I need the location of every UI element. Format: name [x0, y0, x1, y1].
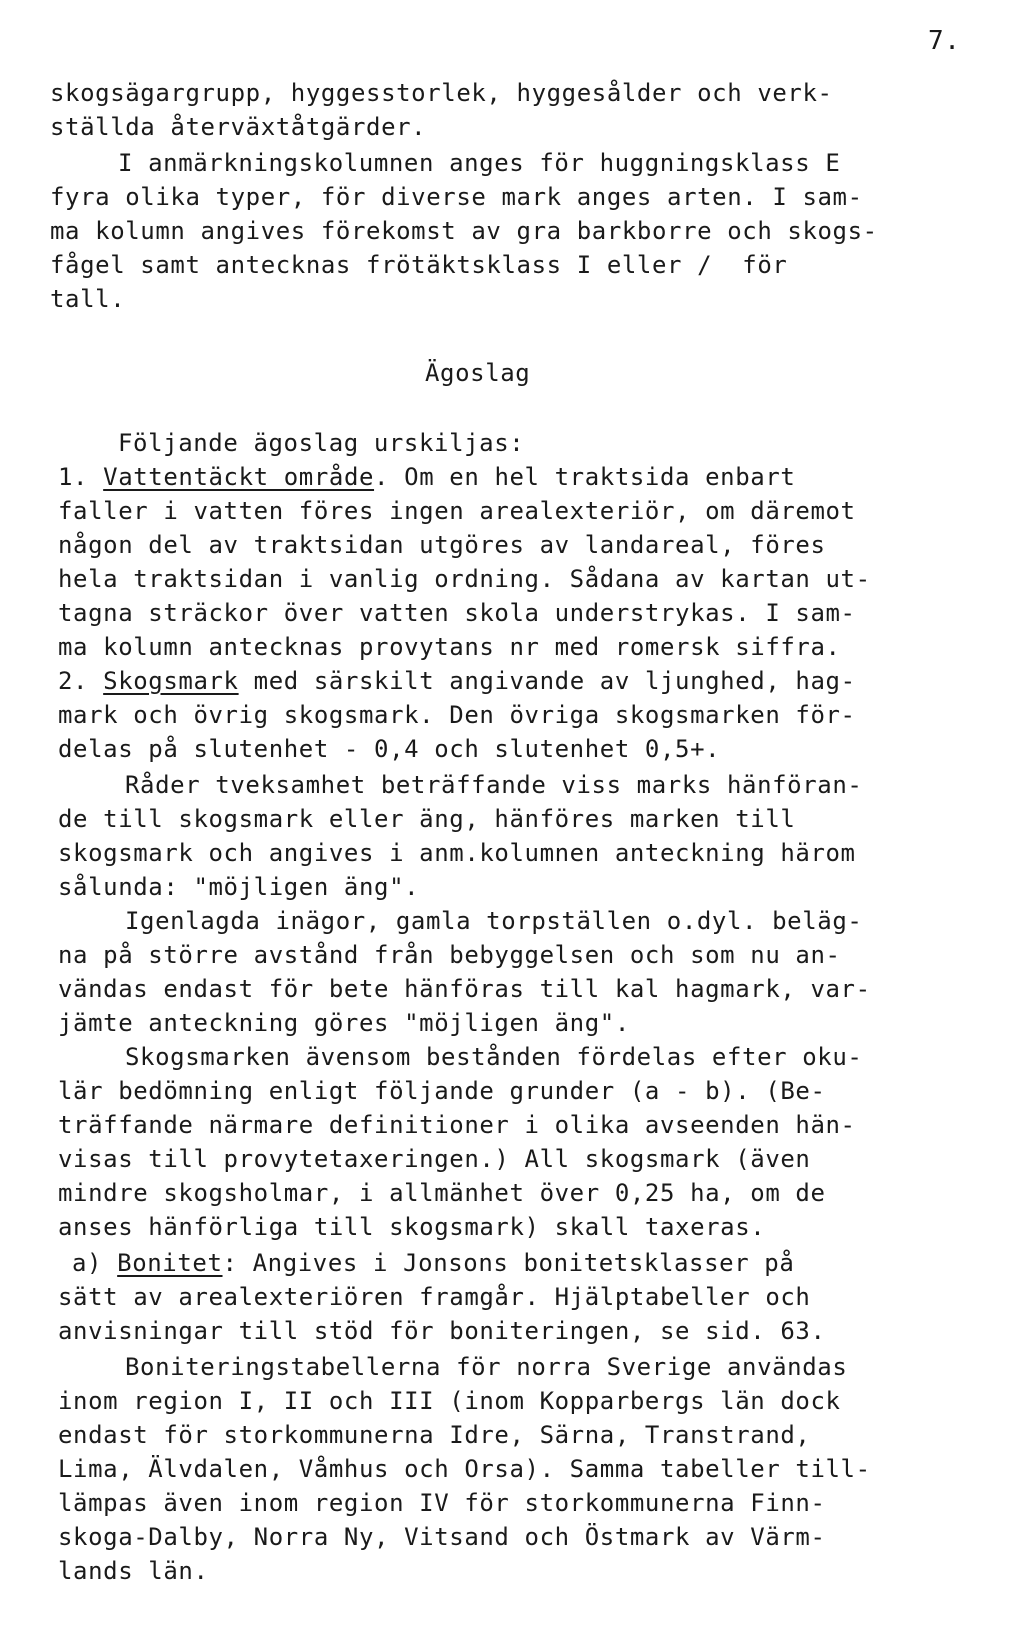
text-run: med särskilt angivande av ljunghed, hag-: [238, 667, 856, 695]
underlined-term: Bonitet: [117, 1249, 223, 1277]
text-line: [118, 426, 524, 460]
text-run: lands län.: [58, 1557, 209, 1585]
text-run: ma kolumn antecknas provytans nr med romersk siffra.: [58, 633, 841, 661]
text-run: Följande ägoslag urskiljas:: [118, 429, 525, 457]
text-run: fågel samt antecknas frötäktsklass I eller / för: [50, 251, 788, 279]
text-run: fyra olika typer, för diverse mark anges arten. I sam-: [50, 183, 863, 211]
text-line: [58, 1108, 856, 1142]
text-run: Lima, Älvdalen, Våmhus och Orsa). Samma tabeller till-: [58, 1455, 871, 1483]
text-line: [58, 698, 856, 732]
text-run: ma kolumn angives förekomst av gra barkborre och skogs-: [50, 217, 878, 245]
text-run: delas på slutenhet - 0,4 och slutenhet 0,5+.: [58, 735, 721, 763]
text-line: [58, 802, 795, 836]
text-run: lär bedömning enligt följande grunder (a - b). (Be-: [58, 1077, 826, 1105]
text-line: [50, 180, 863, 214]
text-line: [58, 1554, 209, 1588]
text-line: [58, 1520, 826, 1554]
text-line: [58, 1176, 826, 1210]
text-line: [58, 596, 856, 630]
text-run: : Angives i Jonsons bonitetsklasser på: [222, 1249, 795, 1277]
text-run: I anmärkningskolumnen anges för huggningsklass E: [118, 149, 841, 177]
text-line: [50, 110, 426, 144]
text-line: [58, 494, 856, 528]
text-run: mark och övrig skogsmark. Den övriga skogsmarken för-: [58, 701, 856, 729]
text-run: sätt av arealexteriören framgår. Hjälptabeller och: [58, 1283, 811, 1311]
text-line: [50, 214, 878, 248]
text-run: skogsägargrupp, hyggesstorlek, hyggesålder och verk-: [50, 79, 833, 107]
text-line: [125, 1350, 847, 1384]
text-run: skoga-Dalby, Norra Ny, Vitsand och Östmark av Värm-: [58, 1523, 826, 1551]
text-line: [58, 836, 856, 870]
text-run: anses hänförliga till skogsmark) skall taxeras.: [58, 1213, 766, 1241]
text-line: [58, 1452, 871, 1486]
text-run: Skogsmarken ävensom bestånden fördelas efter oku-: [125, 1043, 863, 1071]
text-run: Råder tveksamhet beträffande viss marks hänföran-: [125, 771, 863, 799]
text-line: [58, 1280, 810, 1314]
text-run: anvisningar till stöd för boniteringen, se sid. 63.: [58, 1317, 826, 1345]
text-run: skogsmark och angives i anm.kolumnen anteckning härom: [58, 839, 856, 867]
text-line: [58, 1418, 810, 1452]
page-number: 7.: [928, 26, 961, 56]
text-run: lämpas även inom region IV för storkommunerna Finn-: [58, 1489, 826, 1517]
text-line: [50, 248, 787, 282]
text-line: [58, 664, 856, 698]
text-line: [58, 938, 841, 972]
text-run: visas till provytetaxeringen.) All skogsmark (även: [58, 1145, 811, 1173]
text-line: [125, 1040, 862, 1074]
text-line: [58, 1384, 841, 1418]
text-run: ställda återväxtåtgärder.: [50, 113, 427, 141]
text-line: [50, 282, 125, 316]
text-run: mindre skogsholmar, i allmänhet över 0,25 ha, om de: [58, 1179, 826, 1207]
text-run: na på större avstånd från bebyggelsen och som nu an-: [58, 941, 841, 969]
text-line: [118, 146, 840, 180]
text-line: [72, 1246, 794, 1280]
text-run: någon del av traktsidan utgöres av landareal, föres: [58, 531, 826, 559]
text-line: [125, 768, 862, 802]
text-run: jämte anteckning göres "möjligen äng".: [58, 1009, 630, 1037]
text-line: [58, 1314, 826, 1348]
text-run: a): [72, 1249, 118, 1277]
text-line: [58, 528, 826, 562]
text-run: tagna sträckor över vatten skola understrykas. I sam-: [58, 599, 856, 627]
text-run: Igenlagda inägor, gamla torpställen o.dyl. beläg-: [125, 907, 863, 935]
text-line: [58, 1142, 810, 1176]
text-run: vändas endast för bete hänföras till kal hagmark, var-: [58, 975, 871, 1003]
text-line: [58, 1210, 765, 1244]
text-line: [58, 1074, 826, 1108]
underlined-term: Skogsmark: [103, 667, 239, 695]
underlined-term: Vattentäckt område: [103, 463, 375, 491]
text-run: inom region I, II och III (inom Kopparbergs län dock: [58, 1387, 841, 1415]
text-run: tall.: [50, 285, 126, 313]
text-line: [58, 972, 871, 1006]
text-line: [58, 1006, 630, 1040]
text-run: faller i vatten föres ingen arealexteriör, om däremot: [58, 497, 856, 525]
text-line: [58, 870, 419, 904]
text-run: 2.: [58, 667, 104, 695]
text-run: sålunda: "möjligen äng".: [58, 873, 420, 901]
text-run: träffande närmare definitioner i olika avseenden hän-: [58, 1111, 856, 1139]
text-run: . Om en hel traktsida enbart: [374, 463, 796, 491]
text-run: Ägoslag: [425, 359, 531, 387]
text-line: [58, 1486, 826, 1520]
text-run: endast för storkommunerna Idre, Särna, Transtrand,: [58, 1421, 811, 1449]
text-line: [50, 76, 833, 110]
text-run: Boniteringstabellerna för norra Sverige användas: [125, 1353, 848, 1381]
text-run: hela traktsidan i vanlig ordning. Sådana av kartan ut-: [58, 565, 871, 593]
text-line: [58, 562, 871, 596]
text-line: [58, 460, 795, 494]
text-run: 1.: [58, 463, 104, 491]
text-line: [425, 356, 530, 390]
text-line: [58, 630, 841, 664]
text-line: [58, 732, 720, 766]
text-line: [125, 904, 862, 938]
text-run: de till skogsmark eller äng, hänföres marken till: [58, 805, 796, 833]
